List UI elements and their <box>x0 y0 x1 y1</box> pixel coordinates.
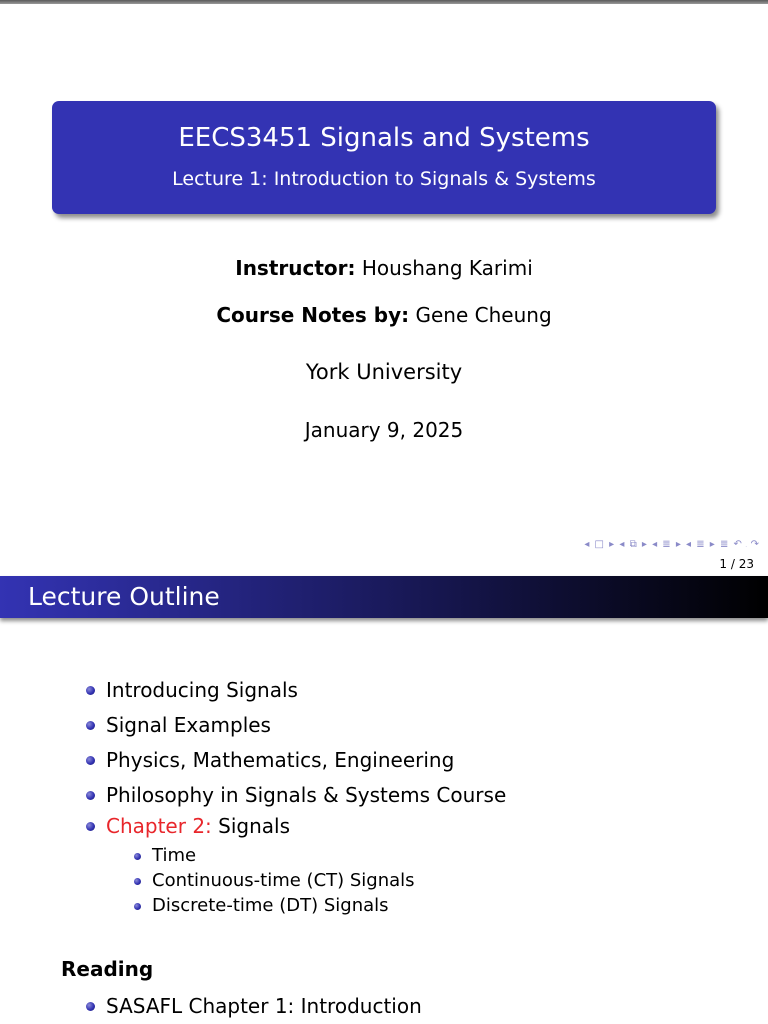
bullet-icon <box>86 1002 95 1011</box>
list-item: Philosophy in Signals & Systems Course <box>106 783 507 807</box>
institution: York University <box>305 360 463 384</box>
sub-bullet-icon <box>134 853 141 860</box>
instructor-line <box>0 256 768 280</box>
chapter-text: Signals <box>218 814 290 838</box>
bullet-icon <box>86 686 95 695</box>
reading-item: SASAFL Chapter 1: Introduction <box>106 994 422 1018</box>
page-number: 1 / 23 <box>719 557 754 571</box>
beamer-navigation-icons[interactable]: ◂ □ ▸ ◂ ⧉ ▸ ◂ ≣ ▸ ◂ ≣ ▸ ≣ ↶ 𝅭 ↷ <box>584 539 760 550</box>
reading-heading: Reading <box>61 957 154 981</box>
instructor-label: Instructor: <box>235 256 356 280</box>
bullet-icon <box>86 721 95 730</box>
list-item: Signal Examples <box>106 713 271 737</box>
notes-line <box>0 303 768 327</box>
sub-list-item: Discrete-time (DT) Signals <box>152 895 389 916</box>
bullet-icon <box>86 791 95 800</box>
frame-title-bar <box>0 576 768 618</box>
window-top-bar <box>0 0 768 4</box>
bullet-icon <box>86 822 95 831</box>
sub-bullet-icon <box>134 903 141 910</box>
frame-title: Lecture Outline <box>28 582 220 611</box>
slide-subtitle: Lecture 1: Introduction to Signals & Systems <box>172 168 596 190</box>
presentation-date: January 9, 2025 <box>304 418 464 442</box>
list-item: Introducing Signals <box>106 678 298 702</box>
sub-list-item: Continuous-time (CT) Signals <box>152 870 415 891</box>
instructor-name: Houshang Karimi <box>361 256 533 280</box>
list-item: Physics, Mathematics, Engineering <box>106 748 455 772</box>
notes-label: Course Notes by: <box>216 303 410 327</box>
sub-list-item: Time <box>152 845 197 866</box>
slide-title: EECS3451 Signals and Systems <box>178 123 590 153</box>
sub-bullet-icon <box>134 878 141 885</box>
chapter-label: Chapter 2: <box>106 814 212 838</box>
bullet-icon <box>86 756 95 765</box>
list-item-chapter <box>106 814 290 838</box>
title-block <box>52 101 716 214</box>
notes-author: Gene Cheung <box>415 303 552 327</box>
